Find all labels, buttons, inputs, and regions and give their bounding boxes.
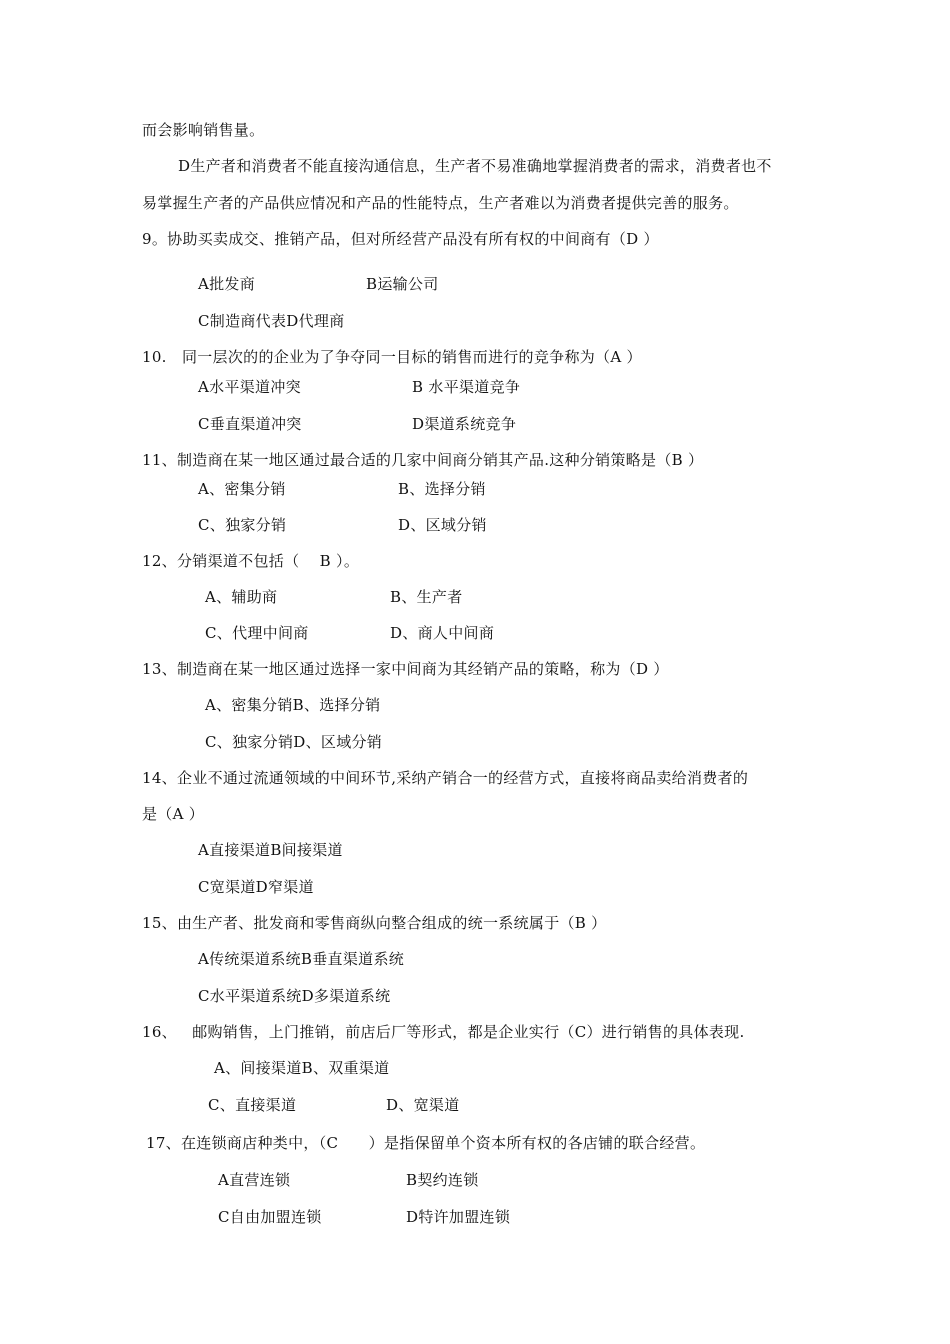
question-16: 16、 邮购销售，上门推销，前店后厂等形式，都是企业实行（C）进行销售的具体表现. (142, 1023, 745, 1041)
q16-option-ab: A、间接渠道B、双重渠道 (214, 1059, 390, 1077)
q17-option-a: A直营连锁 (218, 1171, 291, 1189)
q11-option-b: B、选择分销 (398, 480, 486, 498)
q11-option-a: A、密集分销 (198, 480, 286, 498)
q9-option-a: A批发商 (198, 275, 256, 293)
q9-option-b: B运输公司 (366, 275, 439, 293)
q10-option-a: A水平渠道冲突 (198, 378, 301, 396)
q11-option-c: C、独家分销 (198, 516, 287, 534)
q17-option-c: C自由加盟连锁 (218, 1208, 322, 1226)
q9-option-cd: C制造商代表D代理商 (198, 312, 345, 330)
question-15: 15、由生产者、批发商和零售商纵向整合组成的统一系统属于（B ） (142, 914, 607, 932)
q16-option-c: C、直接渠道 (208, 1096, 297, 1114)
q12-option-d: D、商人中间商 (390, 624, 495, 642)
q10-option-b: B 水平渠道竞争 (412, 378, 521, 396)
q14-option-ab: A直接渠道B间接渠道 (198, 841, 343, 859)
question-9: 9。协助买卖成交、推销产品，但对所经营产品没有所有权的中间商有（D ） (142, 230, 659, 248)
q11-option-d: D、区域分销 (398, 516, 487, 534)
q17-option-d: D特许加盟连锁 (406, 1208, 511, 1226)
q15-option-ab: A传统渠道系统B垂直渠道系统 (198, 950, 405, 968)
question-14-line-1: 14、企业不通过流通领域的中间环节,采纳产销合一的经营方式，直接将商品卖给消费者的 (142, 769, 749, 787)
intro-line-3: 易掌握生产者的产品供应情况和产品的性能特点，生产者难以为消费者提供完善的服务。 (142, 194, 739, 212)
question-11: 11、制造商在某一地区通过最合适的几家中间商分销其产品.这种分销策略是（B ） (142, 451, 704, 469)
question-14-line-2: 是（A ） (142, 805, 205, 823)
question-17: 17、在连锁商店种类中，（C ）是指保留单个资本所有权的各店铺的联合经营。 (146, 1134, 706, 1152)
q10-option-c: C垂直渠道冲突 (198, 415, 302, 433)
intro-line-1: 而会影响销售量。 (142, 121, 265, 139)
q15-option-cd: C水平渠道系统D多渠道系统 (198, 987, 391, 1005)
q13-option-cd: C、独家分销D、区域分销 (205, 733, 383, 751)
question-13: 13、制造商在某一地区通过选择一家中间商为其经销产品的策略，称为（D ） (142, 660, 669, 678)
q14-option-cd: C宽渠道D窄渠道 (198, 878, 314, 896)
q10-option-d: D渠道系统竞争 (412, 415, 517, 433)
intro-line-2: D生产者和消费者不能直接沟通信息，生产者不易准确地掌握消费者的需求，消费者也不 (178, 157, 772, 175)
q12-option-b: B、生产者 (390, 588, 463, 606)
q16-option-d: D、宽渠道 (386, 1096, 460, 1114)
q12-option-a: A、辅助商 (205, 588, 278, 606)
question-12: 12、分销渠道不包括（ B ）。 (142, 552, 360, 570)
q13-option-ab: A、密集分销B、选择分销 (205, 696, 381, 714)
q12-option-c: C、代理中间商 (205, 624, 309, 642)
q17-option-b: B契约连锁 (406, 1171, 479, 1189)
question-10: 10. 同一层次的的企业为了争夺同一目标的销售而进行的竞争称为（A ） (142, 348, 642, 366)
